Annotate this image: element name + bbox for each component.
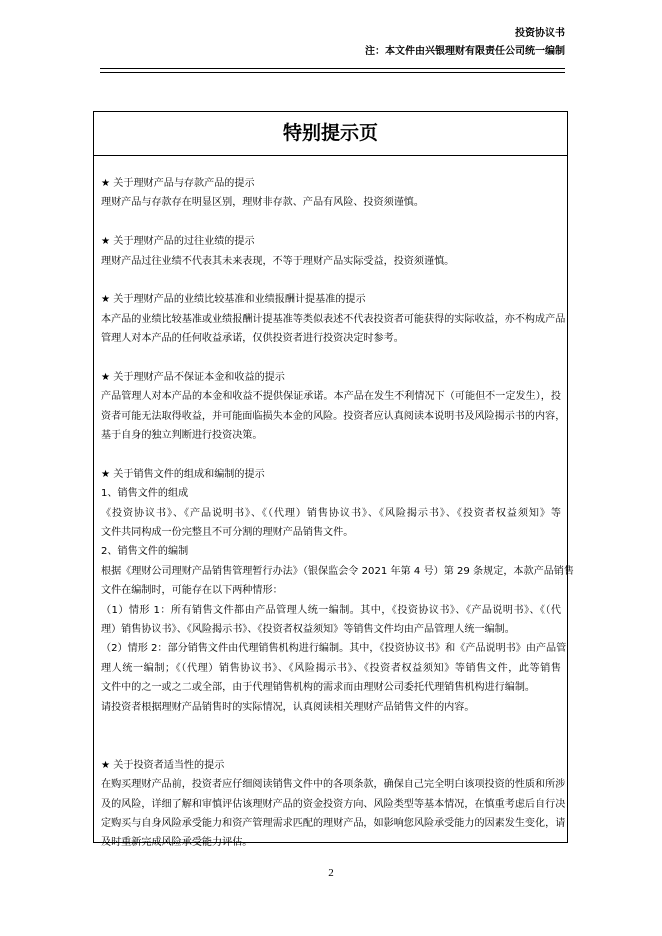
section-heading: ★ 关于理财产品与存款产品的提示 bbox=[101, 178, 255, 189]
section-heading: ★ 关于理财产品的业绩比较基准和业绩报酬计提基准的提示 bbox=[101, 294, 366, 306]
section-line: 及时重新完成风险承受能力评估。 bbox=[101, 837, 253, 849]
section-line: 理财产品过往业绩不代表其未来表现，不等于理财产品实际受益，投资须谨慎。 bbox=[101, 255, 455, 267]
section-line: 定购买与自身风险承受能力和资产管理需求匹配的理财产品，如影响您风险承受能力的因素发生变化，请 bbox=[101, 817, 566, 829]
spacer bbox=[101, 349, 561, 368]
page-title: 特别提示页 bbox=[94, 112, 567, 156]
notice-section bbox=[101, 368, 566, 446]
spacer bbox=[101, 445, 561, 464]
section-line: 理）销售协议书》、《风险揭示书》、《投资者权益须知》等销售文件均由产品管理人统一编制。 bbox=[101, 623, 515, 635]
section-line: （2）情形 2：部分销售文件由代理销售机构进行编制。其中，《投资协议书》和《产品说明书》由产品管 bbox=[101, 643, 567, 655]
section-line: 管理人对本产品的任何收益承诺，仅供投资者进行投资决定时参考。 bbox=[101, 333, 404, 345]
header-rule bbox=[100, 68, 565, 69]
section-line: 产品管理人对本产品的本金和收益不提供保证承诺。本产品在发生不利情况下（可能但不一定发生），投 bbox=[101, 391, 561, 403]
notice-section bbox=[101, 290, 566, 348]
section-heading: ★ 关于投资者适当性的提示 bbox=[101, 759, 225, 771]
notice-section bbox=[101, 756, 566, 853]
header-note: 注：本文件由兴银理财有限责任公司统一编制 bbox=[365, 46, 565, 57]
section-line: 请投资者根据理财产品销售时的实际情况，认真阅读相关理财产品销售文件的内容。 bbox=[101, 701, 475, 713]
section-heading: ★ 关于销售文件的组成和编制的提示 bbox=[101, 468, 265, 480]
section-heading: ★ 关于理财产品不保证本金和收益的提示 bbox=[101, 371, 285, 383]
notice-content bbox=[101, 174, 574, 853]
notice-box bbox=[93, 111, 574, 849]
notice-section bbox=[101, 465, 574, 717]
spacer bbox=[101, 717, 561, 736]
notice-section bbox=[101, 174, 561, 213]
section-line: 根据《理财公司理财产品销售管理暂行办法》（银保监会令 2021 年第 4 号）第 29 条规定，本款产品销售 bbox=[101, 565, 574, 577]
section-line: 文件在编制时，可能存在以下两种情形： bbox=[101, 585, 283, 597]
section-line: 理财产品与存款存在明显区别，理财非存款、产品有风险、投资须谨慎。 bbox=[101, 197, 424, 209]
header-rule bbox=[100, 72, 565, 73]
notice-section bbox=[101, 232, 561, 271]
header-doc-name: 投资协议书 bbox=[515, 28, 565, 39]
section-line: 及的风险，详细了解和审慎评估该理财产品的资金投资方向、风险类型等基本情况，在慎重考虑后自行决 bbox=[101, 798, 566, 810]
spacer bbox=[101, 736, 561, 755]
section-line: 文件中的之一或之二或全部，由于代理销售机构的需求而由理财公司委托代理销售机构进行编制。 bbox=[101, 682, 536, 694]
section-line: 基于自身的独立判断进行投资决策。 bbox=[101, 430, 263, 442]
section-line: 在购买理财产品前，投资者应仔细阅读销售文件中的各项条款，确保自己完全明白该项投资的性质和所涉 bbox=[101, 779, 566, 791]
section-line: （1）情形 1：所有销售文件都由产品管理人统一编制。其中，《投资协议书》、《产品说明书》、《（代 bbox=[101, 604, 561, 616]
section-line: 2、销售文件的编制 bbox=[101, 546, 189, 558]
section-line: 《投资协议书》、《产品说明书》、《（代理）销售协议书》、《风险揭示书》、《投资者权益须知》等 bbox=[101, 507, 561, 519]
section-line: 文件共同构成一份完整且不可分割的理财产品销售文件。 bbox=[101, 527, 354, 539]
section-line: 理人统一编制；《（代理）销售协议书》、《风险揭示书》、《投资者权益须知》等销售文件，此等销售 bbox=[101, 662, 561, 674]
section-line: 本产品的业绩比较基准或业绩报酬计提基准等类似表述不代表投资者可能获得的实际收益，亦不构成产品 bbox=[101, 313, 566, 325]
section-line: 资者可能无法取得收益，并可能面临损失本金的风险。投资者应认真阅读本说明书及风险揭示书的内容， bbox=[101, 410, 566, 422]
spacer bbox=[101, 271, 561, 290]
section-heading: ★ 关于理财产品的过往业绩的提示 bbox=[101, 236, 255, 248]
section-line: 1、销售文件的组成 bbox=[101, 488, 189, 500]
page-number: 2 bbox=[328, 867, 334, 879]
spacer bbox=[101, 213, 561, 232]
